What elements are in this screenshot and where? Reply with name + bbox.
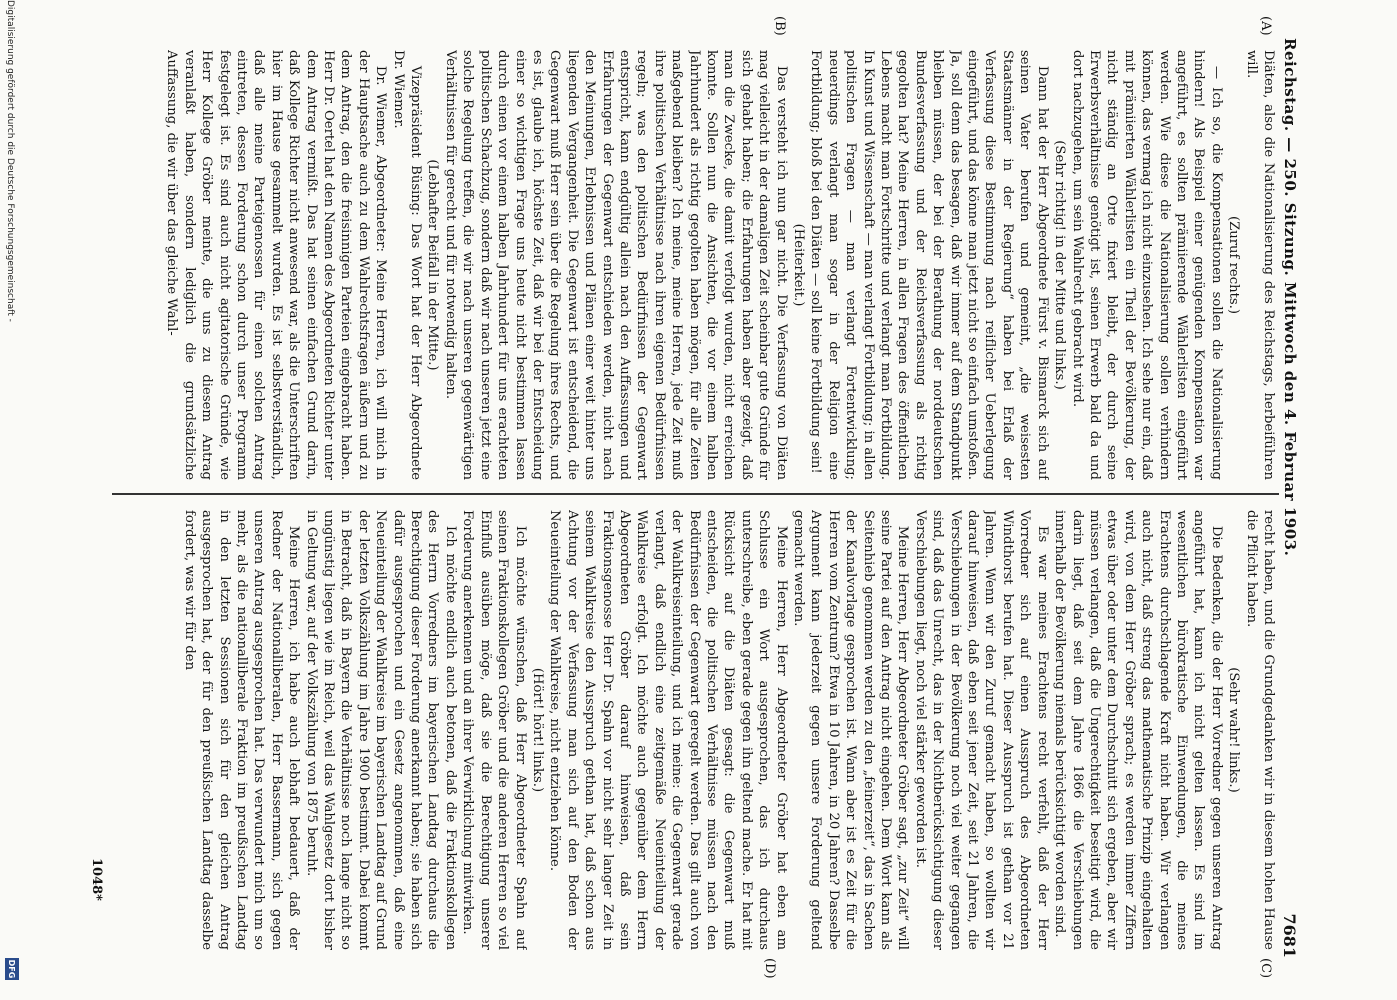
stage-direction: (Sehr richtig! in der Mitte und links.) <box>1052 140 1068 390</box>
margin-letter-a: (A) <box>1258 16 1273 36</box>
paragraph: Meine Herren, ich habe auch lebhaft bedauert, daß der Redner der Nationalliberalen, Herr Bassermann, sich gegen unseren Antrag ausgesprochen hat. Das verwundert mich um so mehr, als die nationalliberale Fraktion im preußischen Landtag in den letzten Sessionen sich für den gleichen Antrag ausgesprochen hat, der für den preußischen Landtag dasselbe fordert, was wir für den <box>181 510 302 950</box>
stage-direction: (Hört! hört! links.) <box>529 667 545 793</box>
stage-direction: (Zuruf rechts.) <box>1226 215 1242 315</box>
paragraph: — Ich so, die Kompensationen sollen die Nationalisierung hindern! Als Beispiel einer genügenden Kompensation war angeführt, es sollten prämiierende Wählerlisten eingeführt werden. Wie diese die Nationalisierung sollen verhindern können, das vermag ich nicht einzusehen. Ich sehe nur ein, daß mit prämiierten Wählerlisten ein Theil der Bevölkerung, der nicht ständig an Orte fixiert bleibt, der durch seine Erwerbsverhältnisse genötigt ist, seinen Erwerb bald da und dort nachzugehen, um sein Wahlrecht gebracht wird. <box>1069 50 1224 480</box>
left-column <box>112 50 1277 480</box>
digitization-credit: Digitalisierung gefördert durch die Deutsche Forschungsgemeinschaft - <box>5 0 15 322</box>
paragraph: Meine Herren, Herr Abgeordneter Gröber sagt, „zur Zeit“ will seine Partei auf den Antrag nicht eingehen. Dem Wort kann als Seitenhieb genommen werden zu den „feinerzeit“, das in Sachen der Kanalvorlage gesprochen ist. Wann aber ist es Zeit für die Herren vom Zentrum? Etwa in 10 Jahren, in 20 Jahren? Dasselbe Argument kann jederzeit gegen unsere Forderung geltend gemacht werden. <box>791 510 911 950</box>
margin-letter-c: (C) <box>1258 958 1273 979</box>
header-title: Reichstag. — 250. Sitzung. Mittwoch den 4. Februar 1903. <box>1281 38 1299 557</box>
paragraph: Es war meines Erachtens recht verfehlt, daß der Herr Vorredner sich auf einen Ausspruch des Abgeordneten Windthorst berufen hat. Dieser Ausspruch ist gethan vor 21 Jahren. Wenn wir den Zuruf gemacht haben, so wollten wir darauf hinweisen, daß eben seit jener Zeit, seit 21 Jahren, die Verschiebungen in der Bevölkerung noch viel weiter gegangen sind, daß das Unrecht, das in der Nichtberücksichtigung dieser Verschiebungen liegt, noch viel stärker geworden ist. <box>912 510 1050 950</box>
stage-direction: (Lebhafter Beifall in der Mitte.) <box>425 159 441 371</box>
paragraph: Dr. Wiemer, Abgeordneter: Meine Herren, ich will mich in der Hauptsache auch zu dem Wahlrechtsfragen äußern und zu dem Antrag, den die freisinnigen Parteien eingebracht haben. Herr Dr. Oertel hat den Namen des Abgeordneten Richter unter dem Antrag vermißt. Das hat seinen einfachen Grund darin, daß Kollege Richter nicht anwesend war, als die Unterschriften hier im Hause gesammelt wurden. Es ist selbstverständlich, daß alle meine Parteigenossen für einen solchen Antrag eintreten, dessen Forderung schon durch unser Programm festgelegt ist. Es sind auch nicht agitatorische Gründe, wie Herr Kollege Gröber meinte, die uns zu diesem Antrag veranlaßt haben, sondern lediglich die grundsätzliche Auffassung, die wir über das gleiche Wahl- <box>164 50 389 480</box>
page-code: 1048* <box>89 858 104 901</box>
paragraph: Dann hat der Herr Abgeordnete Fürst v. Bismarck sich auf seinen Vater berufen und gemeint, „die weisesten Staatsmänner in der Regierung“ haben bei Erlaß der Verfassung diese Bestimmung nach reiflicher Ueberlegung eingeführt, und das könne man jetzt nicht so einfach umstoßen. Ja, soll denn das besagen, daß wir immer auf dem Standpunkt bleiben müssen, der bei der Berathung der norddeutschen Bundesverfassung und der Reichsverfassung als richtig gegolten hat? Meine Herren, in allen Fragen des öffentlichen Lebens macht man Fortschritte und verlangt man Fortbildung. In Kunst und Wissenschaft — man verlangt Fortbildung; in allen politischen Fragen — man verlangt Fortentwicklung; neuerdings verlangt man sogar in der Religion eine Fortbildung; bloß bei den Diäten — soll keine Fortbildung sein! <box>808 50 1050 480</box>
column-divider <box>112 493 1279 495</box>
paragraph: Ich möchte endlich auch betonen, daß die Fraktionskollegen des Herrn Vorredners im bayerischen Landtag durchaus die Berechtigung dieser Forderung anerkannt haben; sie haben sich dafür ausgesprochen und ein Gesetz angenommen, daß eine Neueinteilung der Wahlkreise im bayerischen Landtag auf Grund der letzten Volkszählung im Jahre 1900 bestimmt. Dabei kommt in Betracht, daß in Bayern die Verhältnisse noch lange nicht so ungünstig liegen wie im Reich, weil das Wahlgesetz dort bisher in Geltung war, auf der Volkszählung von 1875 beruht. <box>303 510 458 950</box>
stage-direction: (Heiterkeit.) <box>791 223 807 307</box>
page-header <box>1275 38 1305 958</box>
margin-letter-b: (B) <box>772 16 787 36</box>
paragraph: recht haben, und die Grundgedanken wir in diesem hohen Hause die Pflicht haben. <box>1243 510 1276 950</box>
margin-letter-d: (D) <box>762 958 777 979</box>
paragraph: Ich möchte wünschen, daß Herr Abgeordneter Spahn auf seinen Fraktionskollegen Gröber und die anderen Herren so viel Einfluß ausüben möge, daß sie die Berechtigung unserer Forderung anerkennen und an ihrer Verwirklichung mitwirken. <box>460 510 528 950</box>
right-column <box>112 510 1277 950</box>
stage-direction: (Sehr wahr! links.) <box>1226 667 1242 793</box>
paragraph: Die Bedenken, die der Herr Vorredner gegen unseren Antrag angeführt hat, kann ich nicht gelten lassen. Es sind im wesentlichen bürokratische Einwendungen, die meines Erachtens durchschlagende Kraft nicht haben. Wir verlangen auch nicht, daß streng das mathematische Prinzip eingehalten wird, von dem Herr Gröber sprach; es werden immer Ziffern etwas über oder unter dem Durchschnitt sich ergeben, aber wir müssen verlangen, daß die Ungerechtigkeit beseitigt wird, die darin liegt, daß seit dem Jahre 1866 die Verschiebungen innerhalb der Bevölkerung niemals berücksichtigt worden sind. <box>1052 510 1224 950</box>
page-number: 7681 <box>1280 913 1300 958</box>
paragraph: Das versteht ich nun gar nicht. Die Verfassung von Diäten mag vielleicht in der damaligen Zeit scheinbar gute Gründe für sich gehabt haben; die Erfahrungen haben aber gezeigt, daß man die Zwecke, die damit verfolgt wurden, nicht erreichen konnte. Sollen nun die Ansichten, die vor einem halben Jahrhundert als richtig gegolten haben mögen, für alle Zeiten maßgebend bleiben? Ich meine, meine Herren, jede Zeit muß ihre politischen Verhältnisse nach ihren eigenen Bedürfnissen regeln; was den politischen Bedürfnissen der Gegenwart entspricht, kann endgültig allein nach den Auffassungen und Erfahrungen der Gegenwart entschieden werden, nicht nach den Meinungen, Erlebnissen und Plänen einer weit hinter uns liegenden Vergangenheit. Die Gegenwart ist entscheidend, die Gegenwart muß Herr sein über die Regelung ihres Rechts, und es ist, glaube ich, höchste Zeit, daß wir bei der Entscheidung einer so wichtigen Frage uns heute nicht bestimmen lassen durch einen vor einem halben Jahrhundert für uns erachteten politischen Schachzug, sondern daß wir nach unseren jetzt eine solche Regelung treffen, die wir nach unseren gegenwärtigen Verhältnissen für gerecht und für notwendig halten. <box>442 50 789 480</box>
paragraph: Meine Herren, Herr Abgeordneter Gröber hat eben am Schlusse ein Wort ausgesprochen, das ich durchaus unterschreibe, eben gerade gegen ihn geltend mache. Er hat mit Rücksicht auf die Diäten gesagt: die Gegenwart muß entscheiden, die politischen Verhältnisse müssen nach den Bedürfnissen der Gegenwart geregelt werden. Das gilt auch von der Wahlkreiseinteilung, und ich meine: die Gegenwart gerade verlangt, daß endlich eine zeitgemäße Neueinteilung der Wahlkreise erfolgt. Ich möchte auch gegenüber dem Herrn Abgeordneten Gröber darauf hinweisen, daß sein Fraktionsgenosse Herr Dr. Spahn vor nicht sehr langer Zeit in seinem Wahlkreise den Ausspruch gethan hat, daß schon aus Achtung vor der Verfassung man sich auf den Boden der Neueinteilung der Wahlkreise, nicht entziehen könne. <box>547 510 789 950</box>
dfg-logo: DFG <box>5 958 19 980</box>
paragraph: Vizepräsident Büsing: Das Wort hat der Herr Abgeordnete Dr. Wiemer. <box>390 50 424 480</box>
paragraph: Diäten, also die Nationalisierung des Reichstags, herbeiführen will. <box>1243 50 1276 480</box>
